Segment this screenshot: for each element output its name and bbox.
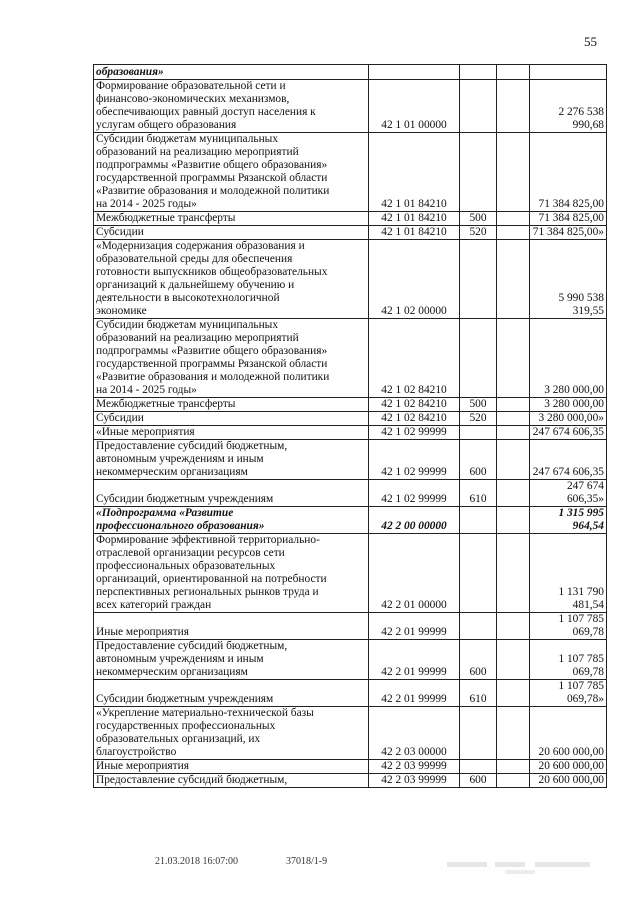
row-amount-cell: 1 107 785 069,78» bbox=[530, 680, 607, 707]
row-amount-cell bbox=[530, 65, 607, 80]
row-type-cell: 600 bbox=[460, 640, 497, 680]
table-row bbox=[94, 226, 607, 240]
row-name-cell: Предоставление субсидий бюджетным, bbox=[94, 774, 369, 788]
table-row bbox=[94, 774, 607, 788]
table-row bbox=[94, 319, 607, 398]
row-amount-cell: 3 280 000,00 bbox=[530, 398, 607, 412]
row-name-cell: Межбюджетные трансферты bbox=[94, 212, 369, 226]
row-name-cell: Субсидии бюджетам муниципальных образований на реализацию мероприятий подпрограммы «Развитие общего образования» государственной программы Рязанской области «Развитие образования и молодежной политики на 2014 - 2025 годы» bbox=[94, 319, 369, 398]
footer-datetime: 21.03.2018 16:07:00 bbox=[155, 856, 239, 867]
row-code-cell: 42 1 02 00000 bbox=[369, 240, 460, 319]
row-name-cell: Иные мероприятия bbox=[94, 613, 369, 640]
row-blank-cell bbox=[497, 680, 530, 707]
row-blank-cell bbox=[497, 412, 530, 426]
row-name-cell: «Подпрограмма «Развитие профессионального образования» bbox=[94, 507, 369, 534]
row-code-cell: 42 2 01 99999 bbox=[369, 640, 460, 680]
table-row bbox=[94, 613, 607, 640]
table-row bbox=[94, 240, 607, 319]
row-name-cell: Субсидии bbox=[94, 226, 369, 240]
budget-table-body bbox=[94, 65, 607, 788]
table-row bbox=[94, 65, 607, 80]
row-blank-cell bbox=[497, 774, 530, 788]
row-amount-cell: 3 280 000,00 bbox=[530, 319, 607, 398]
table-row bbox=[94, 640, 607, 680]
row-blank-cell bbox=[497, 534, 530, 613]
table-row bbox=[94, 212, 607, 226]
row-amount-cell: 247 674 606,35 bbox=[530, 440, 607, 480]
row-type-cell bbox=[460, 707, 497, 760]
row-blank-cell bbox=[497, 319, 530, 398]
table-row bbox=[94, 426, 607, 440]
row-blank-cell bbox=[497, 80, 530, 133]
row-amount-cell: 71 384 825,00 bbox=[530, 212, 607, 226]
table-row bbox=[94, 412, 607, 426]
row-code-cell: 42 2 00 00000 bbox=[369, 507, 460, 534]
row-code-cell: 42 1 02 99999 bbox=[369, 480, 460, 507]
row-type-cell bbox=[460, 613, 497, 640]
row-blank-cell bbox=[497, 480, 530, 507]
row-code-cell: 42 2 03 00000 bbox=[369, 707, 460, 760]
faint-stamp-residue bbox=[445, 856, 595, 876]
row-type-cell bbox=[460, 80, 497, 133]
row-name-cell: Формирование эффективной территориально- отраслевой организации ресурсов сети профессиональных образовательных организаций, ориентированной на потребности перспективных региональных рынков труда и всех категорий граждан bbox=[94, 534, 369, 613]
row-type-cell: 500 bbox=[460, 398, 497, 412]
row-code-cell: 42 1 02 99999 bbox=[369, 426, 460, 440]
row-blank-cell bbox=[497, 640, 530, 680]
budget-table bbox=[93, 64, 607, 788]
row-name-cell: Межбюджетные трансферты bbox=[94, 398, 369, 412]
row-amount-cell: 2 276 538 990,68 bbox=[530, 80, 607, 133]
row-code-cell: 42 1 02 99999 bbox=[369, 440, 460, 480]
row-code-cell: 42 2 03 99999 bbox=[369, 760, 460, 774]
row-type-cell bbox=[460, 507, 497, 534]
table-row bbox=[94, 480, 607, 507]
row-name-cell: «Модернизация содержания образования и образовательной среды для обеспечения готовности выпускников общеобразовательных организаций к дальнейшему обучению и деятельности в высокотехнологичной экономике bbox=[94, 240, 369, 319]
row-blank-cell bbox=[497, 212, 530, 226]
row-amount-cell: 1 107 785 069,78 bbox=[530, 613, 607, 640]
row-type-cell: 610 bbox=[460, 480, 497, 507]
row-name-cell: Субсидии бюджетным учреждениям bbox=[94, 680, 369, 707]
row-type-cell bbox=[460, 319, 497, 398]
table-row bbox=[94, 398, 607, 412]
row-code-cell: 42 2 03 99999 bbox=[369, 774, 460, 788]
row-amount-cell: 247 674 606,35» bbox=[530, 480, 607, 507]
row-type-cell: 600 bbox=[460, 774, 497, 788]
page-number: 55 bbox=[584, 34, 597, 49]
table-row bbox=[94, 80, 607, 133]
row-code-cell: 42 1 02 84210 bbox=[369, 398, 460, 412]
row-amount-cell: 1 315 995 964,54 bbox=[530, 507, 607, 534]
row-amount-cell: 5 990 538 319,55 bbox=[530, 240, 607, 319]
row-code-cell bbox=[369, 65, 460, 80]
table-row bbox=[94, 440, 607, 480]
row-type-cell: 600 bbox=[460, 440, 497, 480]
row-code-cell: 42 1 02 84210 bbox=[369, 412, 460, 426]
row-blank-cell bbox=[497, 426, 530, 440]
row-type-cell bbox=[460, 133, 497, 212]
row-code-cell: 42 1 01 00000 bbox=[369, 80, 460, 133]
row-name-cell: образования» bbox=[94, 65, 369, 80]
row-name-cell: Формирование образовательной сети и финансово-экономических механизмов, обеспечивающих равный доступ населения к услугам общего образования bbox=[94, 80, 369, 133]
row-type-cell bbox=[460, 240, 497, 319]
row-blank-cell bbox=[497, 240, 530, 319]
row-name-cell: «Иные мероприятия bbox=[94, 426, 369, 440]
table-row bbox=[94, 534, 607, 613]
row-name-cell: Субсидии bbox=[94, 412, 369, 426]
row-amount-cell: 1 107 785 069,78 bbox=[530, 640, 607, 680]
row-name-cell: Субсидии бюджетам муниципальных образований на реализацию мероприятий подпрограммы «Развитие общего образования» государственной программы Рязанской области «Развитие образования и молодежной политики на 2014 - 2025 годы» bbox=[94, 133, 369, 212]
row-type-cell: 610 bbox=[460, 680, 497, 707]
row-blank-cell bbox=[497, 398, 530, 412]
row-blank-cell bbox=[497, 226, 530, 240]
row-name-cell: Иные мероприятия bbox=[94, 760, 369, 774]
row-name-cell: «Укрепление материально-технической базы государственных профессиональных образовательных организаций, их благоустройство bbox=[94, 707, 369, 760]
row-blank-cell bbox=[497, 507, 530, 534]
row-code-cell: 42 2 01 00000 bbox=[369, 534, 460, 613]
row-amount-cell: 20 600 000,00 bbox=[530, 774, 607, 788]
table-row bbox=[94, 680, 607, 707]
row-amount-cell: 1 131 790 481,54 bbox=[530, 534, 607, 613]
row-code-cell: 42 2 01 99999 bbox=[369, 613, 460, 640]
row-code-cell: 42 1 01 84210 bbox=[369, 226, 460, 240]
row-code-cell: 42 1 01 84210 bbox=[369, 133, 460, 212]
row-name-cell: Предоставление субсидий бюджетным, автономным учреждениям и иным некоммерческим организациям bbox=[94, 640, 369, 680]
table-row bbox=[94, 707, 607, 760]
row-blank-cell bbox=[497, 440, 530, 480]
table-row bbox=[94, 133, 607, 212]
row-code-cell: 42 1 02 84210 bbox=[369, 319, 460, 398]
row-type-cell bbox=[460, 65, 497, 80]
row-amount-cell: 20 600 000,00 bbox=[530, 707, 607, 760]
row-name-cell: Предоставление субсидий бюджетным, автономным учреждениям и иным некоммерческим организациям bbox=[94, 440, 369, 480]
row-type-cell: 500 bbox=[460, 212, 497, 226]
row-type-cell: 520 bbox=[460, 226, 497, 240]
row-blank-cell bbox=[497, 65, 530, 80]
row-amount-cell: 71 384 825,00 bbox=[530, 133, 607, 212]
footer-doc-number: 37018/1-9 bbox=[286, 856, 328, 867]
row-amount-cell: 20 600 000,00 bbox=[530, 760, 607, 774]
row-blank-cell bbox=[497, 707, 530, 760]
row-name-cell: Субсидии бюджетным учреждениям bbox=[94, 480, 369, 507]
row-amount-cell: 247 674 606,35 bbox=[530, 426, 607, 440]
row-code-cell: 42 2 01 99999 bbox=[369, 680, 460, 707]
row-blank-cell bbox=[497, 613, 530, 640]
row-blank-cell bbox=[497, 760, 530, 774]
row-type-cell: 520 bbox=[460, 412, 497, 426]
row-type-cell bbox=[460, 534, 497, 613]
row-amount-cell: 71 384 825,00» bbox=[530, 226, 607, 240]
row-type-cell bbox=[460, 426, 497, 440]
row-code-cell: 42 1 01 84210 bbox=[369, 212, 460, 226]
table-row bbox=[94, 507, 607, 534]
table-row bbox=[94, 760, 607, 774]
row-amount-cell: 3 280 000,00» bbox=[530, 412, 607, 426]
row-type-cell bbox=[460, 760, 497, 774]
row-blank-cell bbox=[497, 133, 530, 212]
